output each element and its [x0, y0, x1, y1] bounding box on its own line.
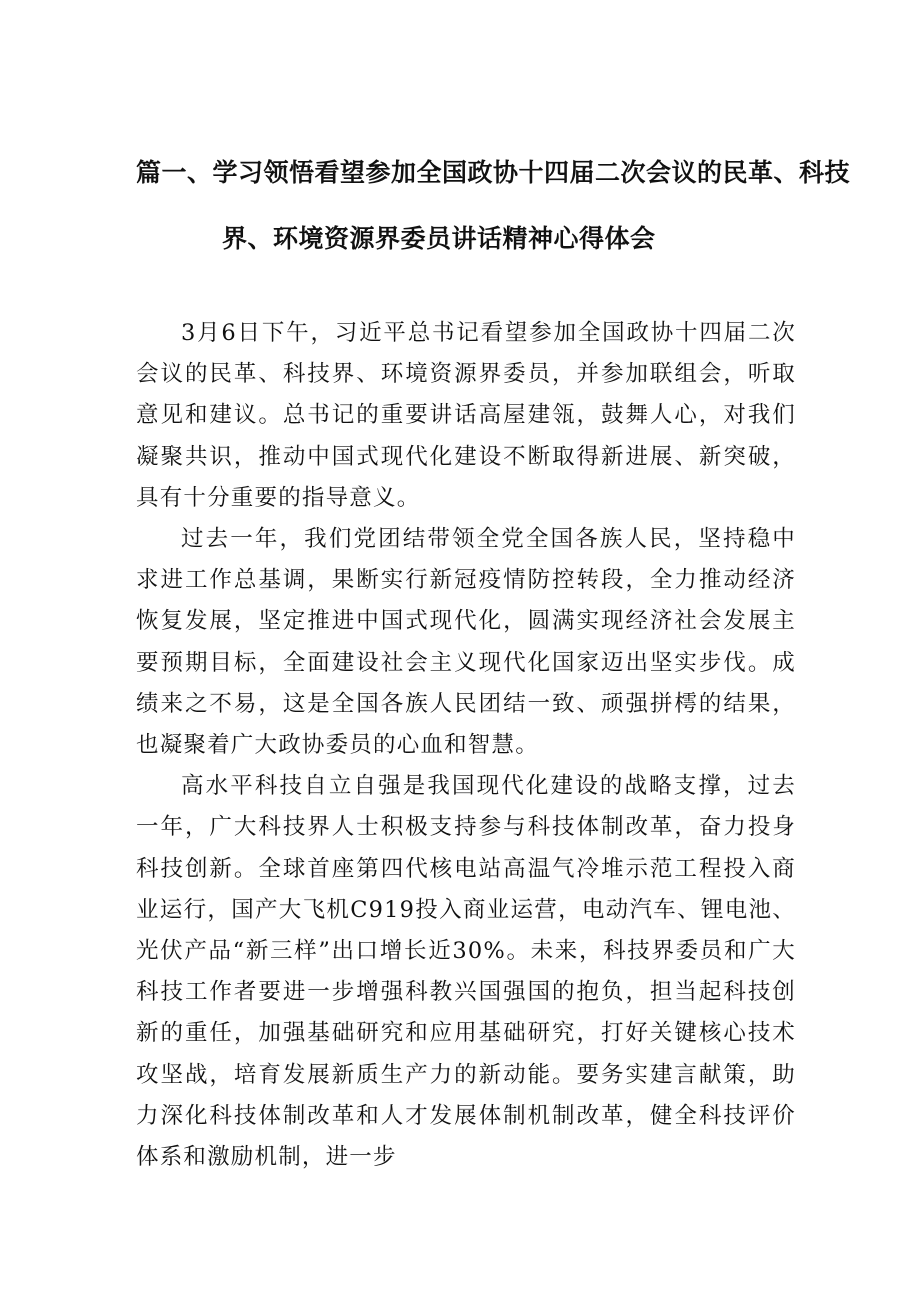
document-title-line-2: 界、环境资源界委员讲话精神心得体会 [222, 224, 656, 253]
paragraph-3: 高水平科技自立自强是我国现代化建设的战略支撑，过去一年，广大科技界人士积极支持参与科技体制改革，奋力投身科技创新。全球首座第四代核电站高温气冷堆示范工程投入商业运行，国产大飞机C919投入商业运营，电动汽车、锂电池、光伏产品“新三样”出口增长近30%。未来，科技界委员和广大科技工作者要进一步增强科教兴国强国的抱负，担当起科技创新的重任，加强基础研究和应用基础研究，打好关键核心技术攻坚战，培育发展新质生产力的新动能。要务实建言献策，助力深化科技体制改革和人才发展体制机制改革，健全科技评价体系和激励机制，进一步 [136, 773, 796, 1171]
paragraph-1: 3月6日下午，习近平总书记看望参加全国政协十四届二次会议的民革、科技界、环境资源界委员，并参加联组会，听取意见和建议。总书记的重要讲话高屋建瓴，鼓舞人心，对我们凝聚共识，推动中国式现代化建设不断取得新进展、新突破，具有十分重要的指导意义。 [136, 320, 796, 511]
paragraph-2: 过去一年，我们党团结带领全党全国各族人民，坚持稳中求进工作总基调，果断实行新冠疫情防控转段，全力推动经济恢复发展，坚定推进中国式现代化，圆满实现经济社会发展主要预期目标，全面建设社会主义现代化国家迈出坚实步伐。成绩来之不易，这是全国各族人民团结一致、顽强拼樗的结果，也凝聚着广大政协委员的心血和智慧。 [136, 526, 796, 759]
document-title-line-1: 篇一、学习领悟看望参加全国政协十四届二次会议的民革、科技 [136, 158, 851, 187]
document-body [136, 313, 796, 1178]
